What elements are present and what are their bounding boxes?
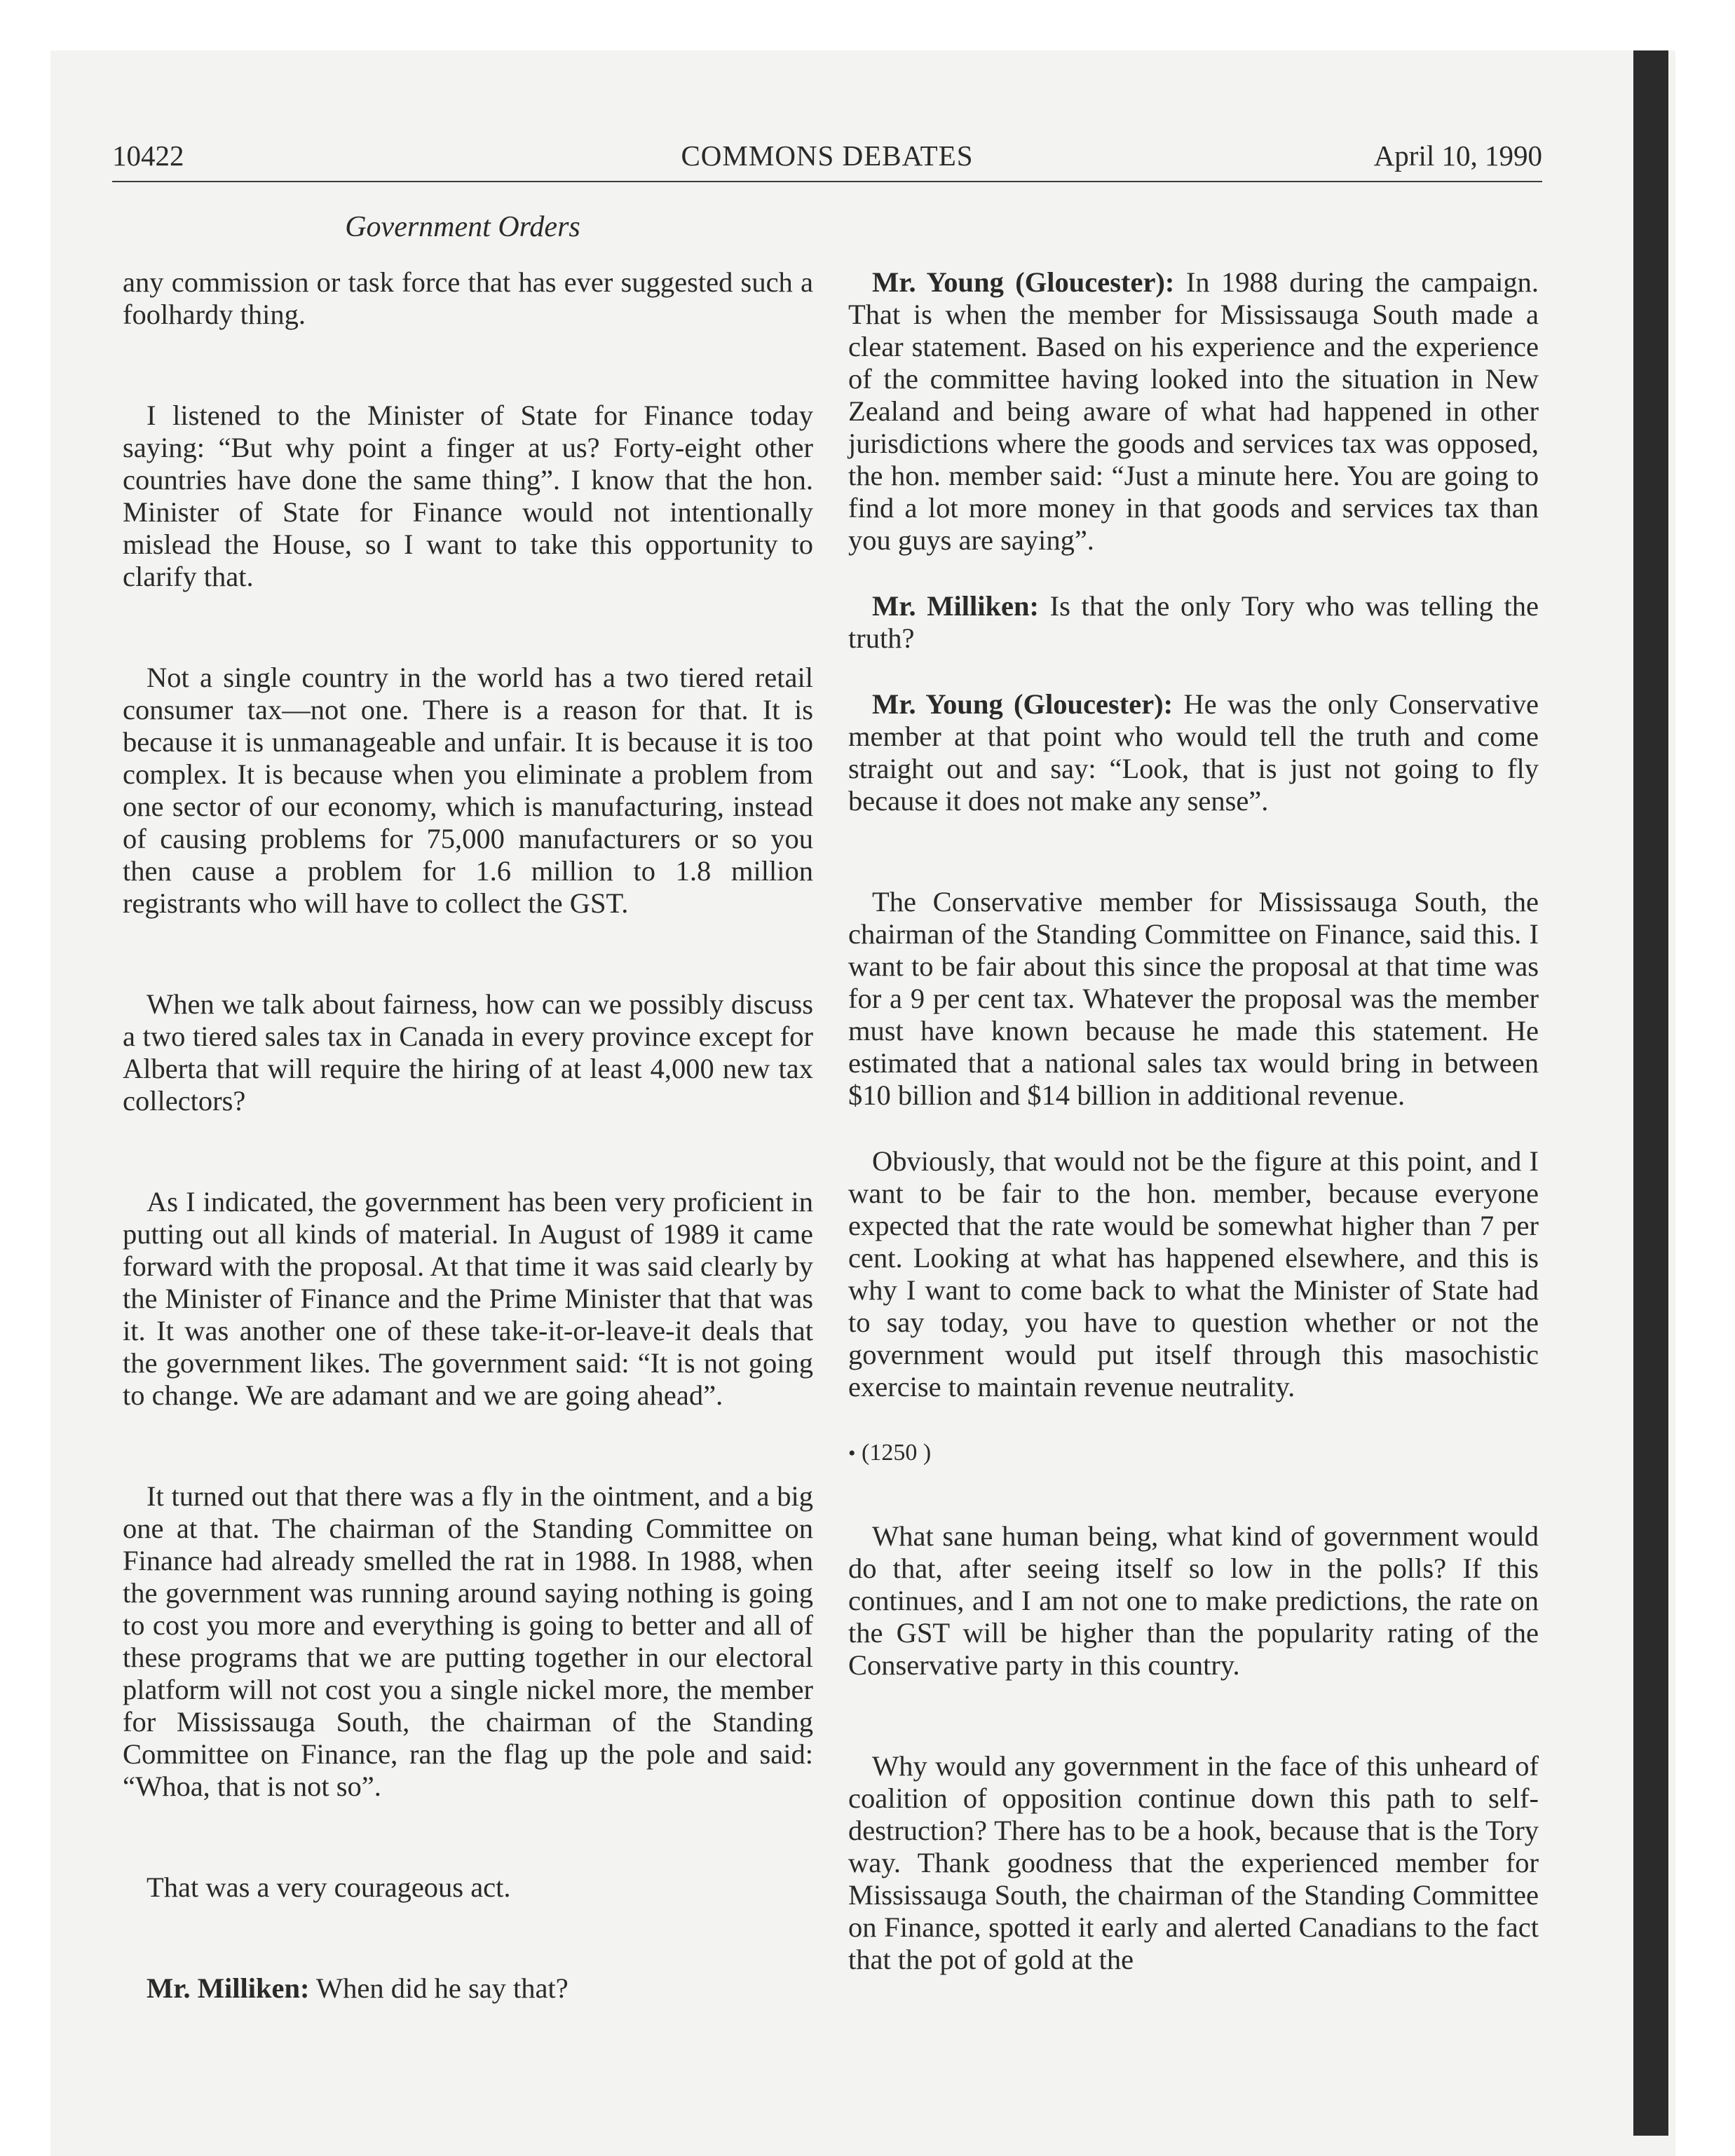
paragraph: It turned out that there was a fly in the ointment, and a big one at that. The chairman of the Standing Committee on Finance had already smelled the rat in 1988. In 1988, when the government was running around saying nothing is going to cost you more and everything is going to better and all of these programs that we are putting together in our electoral platform will not cost you a single nickel more, the member for Mississauga South, the chairman of the Standing Committee on Finance, ran the flag up the pole and said: “Whoa, that is not so”.: [123, 1480, 813, 1802]
scan-edge-shadow: [1633, 50, 1668, 2136]
paragraph: What sane human being, what kind of government would do that, after seeing itself so low in the polls? If this continues, and I am not one to make predictions, the rate on the GST will be higher than the popularity rating of the Conservative party in this country.: [848, 1520, 1539, 1681]
paragraph: I listened to the Minister of State for Finance today saying: “But why point a finger at us? Forty-eight other countries have done the same thing”. I know that the hon. Minister of State for Finance would not intentionally mislead the House, so I want to take this opportunity to clarify that.: [123, 400, 813, 592]
paragraph: As I indicated, the government has been very proficient in putting out all kinds of material. In August of 1989 it came forward with the proposal. At that time it was said clearly by the Minister of Finance and the Prime Minister that that was it. It was another one of these take-it-or-leave-it deals that the government likes. The government said: “It is not going to change. We are adamant and we are going ahead”.: [123, 1186, 813, 1411]
paragraph: Mr. Milliken: Is that the only Tory who was telling the truth?: [848, 590, 1539, 654]
paragraph: The Conservative member for Mississauga South, the chairman of the Standing Committee on Finance, said this. I want to be fair about this since the proposal at that time was for a 9 per cent tax. Whatever the proposal was the member must have known because he made this statement. He estimated that a national sales tax would bring in between $10 billion and $14 billion in additional revenue.: [848, 886, 1539, 1111]
speaker-name: Mr. Milliken:: [147, 1972, 310, 2004]
bullet-icon: •: [848, 1442, 856, 1465]
paragraph: Why would any government in the face of this unheard of coalition of opposition continue down this path to self-destruction? There has to be a hook, because that is the Tory way. Thank goodness that the experienced member for Mississauga South, the chairman of the Standing Committee on Finance, spotted it early and alerted Canadians to the fact that the pot of gold at the: [848, 1750, 1539, 1975]
paragraph: any commission or task force that has ever suggested such a foolhardy thing.: [123, 266, 813, 330]
publication-date: April 10, 1990: [1373, 139, 1542, 172]
paragraph: When we talk about fairness, how can we possibly discuss a two tiered sales tax in Canada in every province except for Alberta that will require the hiring of at least 4,000 new tax collectors?: [123, 988, 813, 1117]
speaker-name: Mr. Milliken:: [872, 590, 1039, 622]
paragraph: Mr. Young (Gloucester): In 1988 during the campaign. That is when the member for Mississauga South made a clear statement. Based on his experience and the experience of the committee having looked into the situation in New Zealand and being aware of what had happened in other jurisdictions where the goods and services tax was opposed, the hon. member said: “Just a minute here. You are going to find a lot more money in that goods and services tax than you guys are saying”.: [848, 266, 1539, 556]
paragraph: That was a very courageous act.: [147, 1871, 511, 1903]
paragraph: Not a single country in the world has a two tiered retail consumer tax—not one. There is a reason for that. It is because it is unmanageable and unfair. It is because it is too complex. It is because when you eliminate a problem from one sector of our economy, which is manufacturing, instead of causing problems for 75,000 manufacturers or so you then cause a problem for 1.6 million to 1.8 million registrants who will have to collect the GST.: [123, 662, 813, 919]
page-number: 10422: [112, 139, 184, 172]
time-marker: • (1250 ): [848, 1440, 932, 1466]
speaker-name: Mr. Young (Gloucester):: [872, 688, 1173, 720]
paragraph: Mr. Milliken: When did he say that?: [147, 1972, 569, 2004]
speaker-name: Mr. Young (Gloucester):: [872, 266, 1175, 298]
page-header: [112, 139, 1542, 182]
publication-title: COMMONS DEBATES: [681, 139, 974, 172]
paragraph: Obviously, that would not be the figure at this point, and I want to be fair to the hon. member, because everyone expected that the rate would be somewhat higher than 7 per cent. Looking at what has happened elsewhere, and this is why I want to come back to what the Minister of State had to say today, you have to question whether or not the government would put itself through this masochistic exercise to maintain revenue neutrality.: [848, 1145, 1539, 1403]
paragraph: Mr. Young (Gloucester): He was the only Conservative member at that point who would tell the truth and come straight out and say: “Look, that is just not going to fly because it does not make any sense”.: [848, 688, 1539, 817]
left-column: [123, 266, 813, 2073]
section-heading: Government Orders: [345, 211, 580, 243]
right-column: [848, 266, 1539, 2045]
